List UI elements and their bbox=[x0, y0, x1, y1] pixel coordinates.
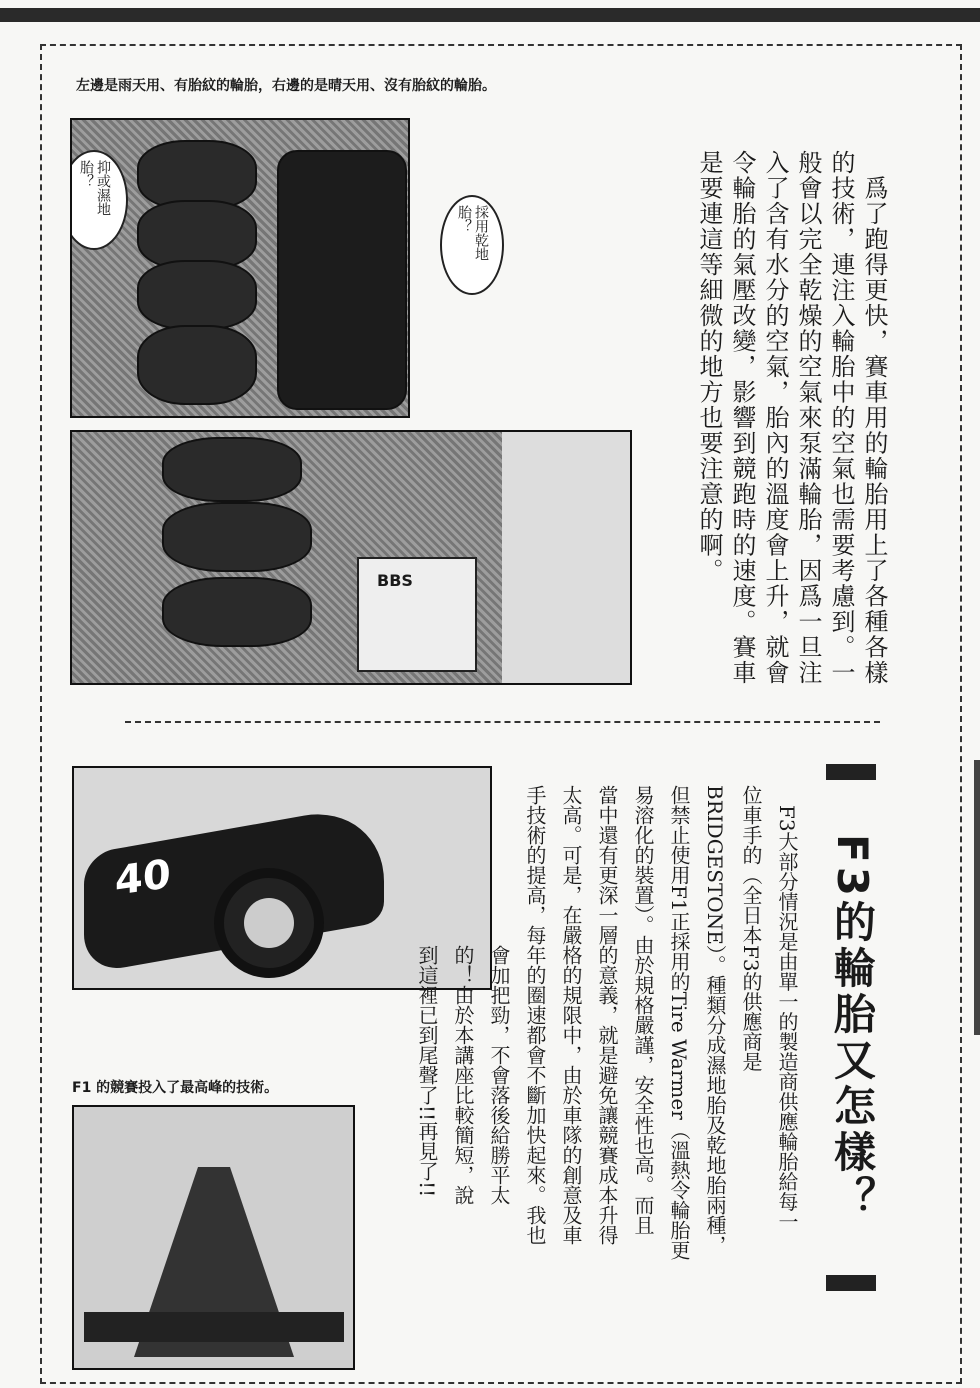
panel-f1-car bbox=[72, 1105, 355, 1370]
text-column: BRIDGESTONE）。種類分成濕地胎及乾地胎兩種， bbox=[703, 785, 727, 1255]
section-title: F3的輪胎又怎樣？ bbox=[828, 833, 877, 1222]
text-column: 的！由於本講座比較簡短，說 bbox=[451, 785, 475, 1205]
article-section-2 bbox=[409, 785, 805, 1305]
caption-f1: F1 的競賽投入了最高峰的技術。 bbox=[72, 1080, 279, 1096]
top-border-bar bbox=[0, 8, 980, 22]
section-divider bbox=[125, 721, 880, 723]
text-column: 到這裡已到尾聲了!!再見了!! bbox=[415, 785, 439, 1198]
panel-tire-rack bbox=[70, 430, 632, 685]
text-column: F3大部分情況是由單一的製造商供應輪胎給每一 bbox=[775, 785, 799, 1232]
text-column: 位車手的（全日本F3的供應商是 bbox=[739, 785, 763, 1072]
speech-bubble-dry: 採用乾地胎？ bbox=[440, 195, 504, 295]
text-column: 爲了跑得更快，賽車用的輪胎用上了各種各樣 bbox=[860, 150, 888, 686]
text-column: 當中還有更深一層的意義，就是避免讓競賽成本升得 bbox=[595, 785, 619, 1245]
text-column: 手技術的提高，每年的圈速都會不斷加快起來。我也 bbox=[523, 785, 547, 1245]
text-column: 入了含有水分的空氣，胎內的溫度會上升，就會 bbox=[761, 150, 789, 686]
speech-bubble-wet: 抑或濕地胎？ bbox=[70, 150, 128, 250]
text-column: 般會以完全乾燥的空氣來泵滿輪胎，因爲一旦注 bbox=[794, 150, 822, 686]
car-number: 40 bbox=[115, 851, 171, 905]
bbs-box bbox=[357, 557, 477, 672]
text-column: 令輪胎的氣壓改變，影響到競跑時的速度。賽車 bbox=[728, 150, 756, 686]
article-section-1 bbox=[692, 150, 890, 710]
text-column: 易溶化的裝置）。由於規格嚴謹，安全性也高。而且 bbox=[631, 785, 655, 1235]
box-brand-label: BBS bbox=[377, 571, 413, 590]
text-column: 太高。可是，在嚴格的規限中，由於車隊的創意及車 bbox=[559, 785, 583, 1245]
title-bar-bottom bbox=[826, 1275, 876, 1291]
text-column: 但禁止使用F1正採用的Tire Warmer（溫熱令輪胎更 bbox=[667, 785, 691, 1260]
text-column: 是要連這等細微的地方也要注意的啊。 bbox=[695, 150, 723, 584]
caption-tires: 左邊是雨天用、有胎紋的輪胎，右邊的是晴天用、沒有胎紋的輪胎。 bbox=[76, 78, 496, 94]
text-column: 的技術，連注入輪胎中的空氣也需要考慮到。一 bbox=[827, 150, 855, 686]
panel-tire-stacks bbox=[70, 118, 410, 418]
adjacent-page-edge bbox=[974, 760, 980, 1035]
text-column: 會加把勁，不會落後給勝平太 bbox=[487, 785, 511, 1205]
